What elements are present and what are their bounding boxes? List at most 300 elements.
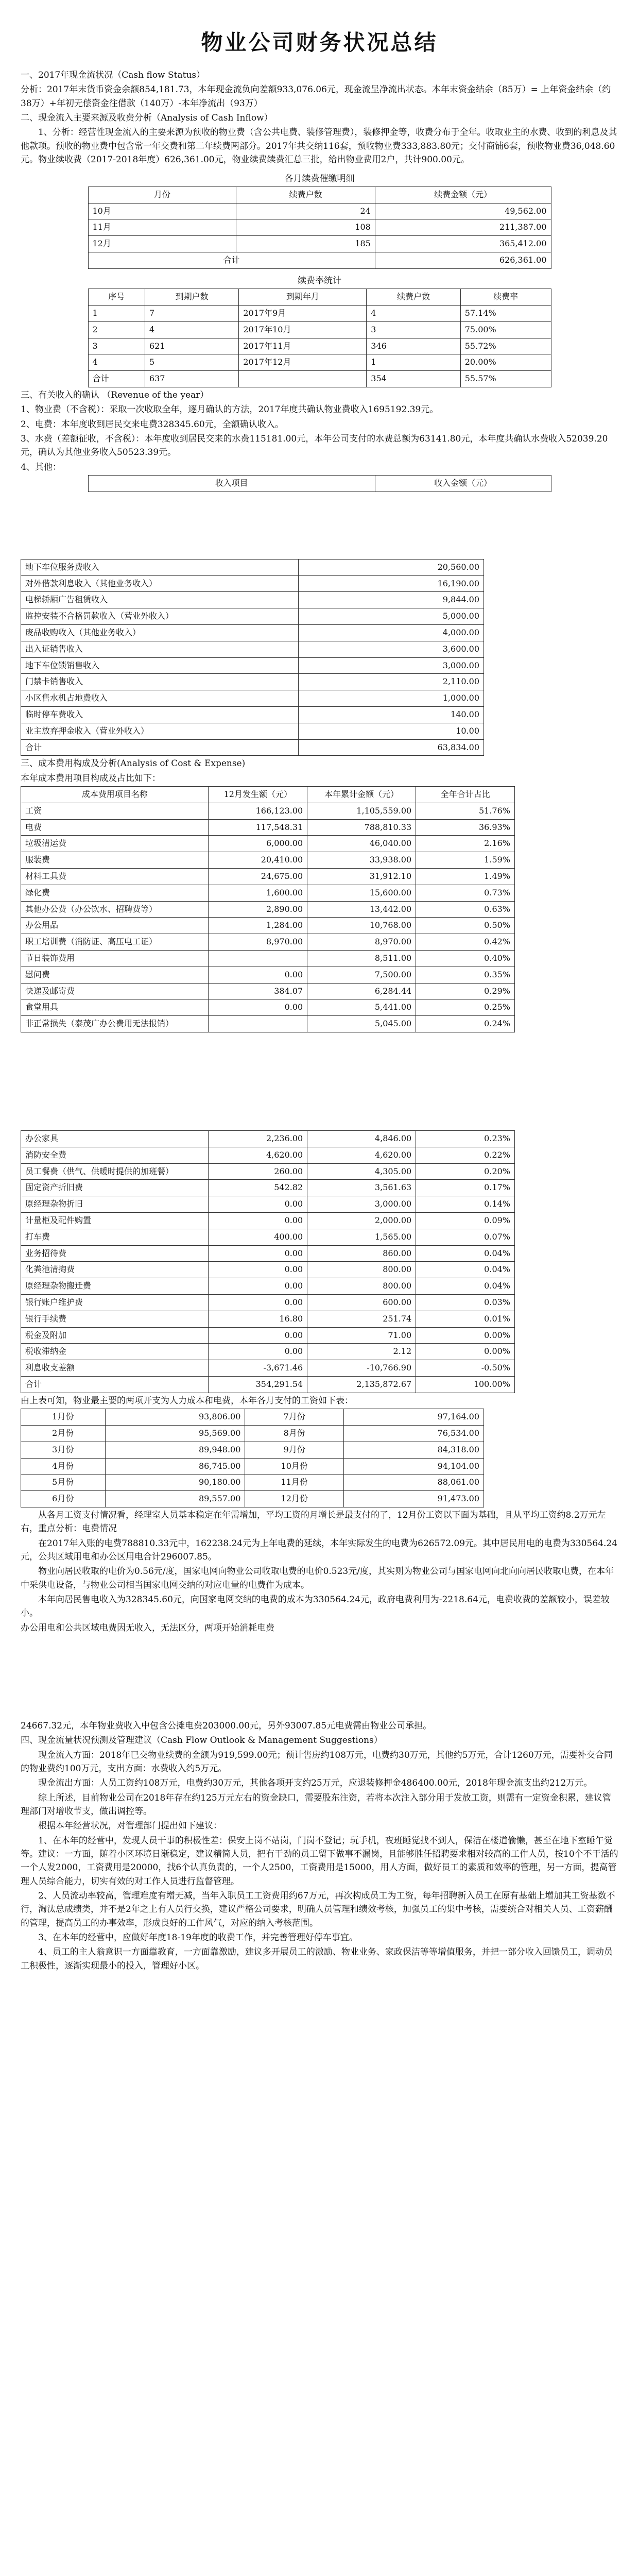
cost-table-body	[21, 1131, 515, 1377]
table-cell: 监控安装不合格罚款收入（营业外收入）	[21, 608, 299, 625]
table-cell: 57.14%	[460, 305, 551, 321]
table-row	[21, 1213, 515, 1229]
table-row	[21, 1409, 484, 1426]
table-cell: 12月	[88, 236, 236, 252]
table-cell: 95,569.00	[105, 1425, 245, 1442]
table-cell: 90,180.00	[105, 1475, 245, 1491]
table-cell: 140.00	[299, 706, 484, 723]
table-cell: 合计	[21, 1376, 209, 1393]
section-3-p1: 1、物业费（不含税）：采取一次收取全年，逐月确认的方法，2017年度共确认物业费收入1695192.39元。	[21, 404, 439, 415]
table-cell: 0.00	[209, 1294, 307, 1311]
table-cell: 电费	[21, 819, 209, 836]
table-cell: 临时停车费收入	[21, 706, 299, 723]
section-4-sub: 本年成本费用项目构成及占比如下：	[21, 773, 161, 784]
section-6-heading: 四、现金流量状况预测及管理建议（Cash Flow Outlook & Management Suggestions）	[21, 1735, 383, 1746]
table-cell: 108	[236, 219, 375, 236]
table-row	[21, 1491, 484, 1507]
table-cell: 2	[88, 321, 145, 338]
table-cell: 0.00%	[416, 1327, 515, 1344]
table-cell: 电梯轿厢广告租赁收入	[21, 592, 299, 608]
table-row	[21, 592, 484, 608]
table-cell: 20.00%	[460, 354, 551, 371]
table-cell: 91,473.00	[344, 1491, 484, 1507]
table-header-row	[21, 787, 515, 803]
table-cell: 5,045.00	[307, 1016, 416, 1032]
table-cell: 化粪池清掏费	[21, 1262, 209, 1278]
table-cell: 2,890.00	[209, 901, 307, 918]
table-row	[88, 321, 551, 338]
table-cell: 621	[145, 338, 238, 354]
table-cell: 600.00	[307, 1294, 416, 1311]
table-cell: 400.00	[209, 1229, 307, 1245]
table-cell: 快递及邮寄费	[21, 983, 209, 999]
table-row	[21, 1311, 515, 1327]
table-cell: 银行手续费	[21, 1311, 209, 1327]
table-cell: 49,562.00	[375, 203, 551, 219]
table-cell	[209, 1016, 307, 1032]
table-row	[21, 836, 515, 852]
table-cell: 63,834.00	[299, 739, 484, 756]
table-cell: 1,105,559.00	[307, 803, 416, 819]
table-cell: 材料工具费	[21, 869, 209, 885]
table-cell: 1.59%	[416, 852, 515, 869]
table-cell: 业主放弃押金收入（营业外收入）	[21, 723, 299, 739]
table-cell: 20,560.00	[299, 559, 484, 575]
table-cell: 100.00%	[416, 1376, 515, 1393]
table-cell: 1	[88, 305, 145, 321]
table-header: 续费金额（元）	[375, 187, 551, 203]
other-income-header-table	[88, 475, 551, 492]
table-row	[21, 641, 484, 657]
table-cell: 0.25%	[416, 999, 515, 1016]
table-cell: 计量柜及配件购置	[21, 1213, 209, 1229]
table-cell: 46,040.00	[307, 836, 416, 852]
table-row	[21, 918, 515, 934]
table-row	[21, 1196, 515, 1213]
table-cell: 6,284.44	[307, 983, 416, 999]
table-cell: 365,412.00	[375, 236, 551, 252]
table-cell: -0.50%	[416, 1360, 515, 1377]
table-row	[88, 203, 551, 219]
table-cell: 慰问费	[21, 967, 209, 983]
table-header-row	[88, 476, 551, 492]
salary-table-body	[21, 1409, 484, 1507]
table-cell: 3月份	[21, 1442, 106, 1458]
section-2-paragraph: 1、分析：经营性现金流入的主要来源为预收的物业费（含公共电费、装修管理费），装修押金等，收费分布于全年。收取业主的水费、收到的利息及其他款项。预收的物业费中包含常一年交费和第二年续费两部分。2017年共交纳116套，预收物业费333,883.80元；交付商铺6套，预收物业费36,048.60元。物业续收费（2017-2018年度）626,361.00元，物业续费续费汇总三批，给出物业费用2户，共计900.00元。	[21, 127, 617, 165]
table-cell: 75.00%	[460, 321, 551, 338]
other-income-table	[21, 559, 484, 756]
table-cell: 2.12	[307, 1344, 416, 1360]
table-row	[21, 1327, 515, 1344]
renewal-table-title: 各月续费催缴明细	[284, 173, 355, 184]
table-row	[21, 1278, 515, 1295]
table-cell: 消防安全费	[21, 1147, 209, 1163]
renewal-rate-table	[88, 289, 551, 387]
table-cell: 0.07%	[416, 1229, 515, 1245]
table-row	[21, 1229, 515, 1245]
page-gap	[21, 1032, 618, 1130]
table-cell: 4,846.00	[307, 1131, 416, 1147]
table-row	[21, 1475, 484, 1491]
table-cell: 31,912.10	[307, 869, 416, 885]
table-row	[88, 338, 551, 354]
table-row	[21, 1016, 515, 1032]
table-cell: 门禁卡销售收入	[21, 674, 299, 690]
renewal-table	[88, 187, 551, 269]
table-cell: 0.00	[209, 1327, 307, 1344]
table-header: 12月发生额（元）	[209, 787, 307, 803]
table-cell: 16,190.00	[299, 575, 484, 592]
table-cell: 36.93%	[416, 819, 515, 836]
section-6-p2: 现金流出方面：人员工资约108万元，电费约30万元，其他各项开支约25万元，应退装修押金486400.00元，2018年现金流支出约212万元。	[38, 1778, 593, 1789]
table-cell: 185	[236, 236, 375, 252]
table-header: 月份	[88, 187, 236, 203]
table-row	[21, 967, 515, 983]
table-total-row	[21, 739, 484, 756]
section-6-p1: 现金流入方面：2018年已交物业续费的金额为919,599.00元；预计售房约108万元，电费约30万元，其他约5万元，合计1260万元，需要补交合同的物业费约100万元，支出方面：水费收入约5万元。	[21, 1750, 613, 1774]
table-header: 全年合计占比	[416, 787, 515, 803]
table-cell: 2017年11月	[239, 338, 367, 354]
table-header: 序号	[88, 289, 145, 306]
table-row	[88, 236, 551, 252]
table-cell: -10,766.90	[307, 1360, 416, 1377]
table-row	[21, 575, 484, 592]
table-cell: 原经理杂物折旧	[21, 1196, 209, 1213]
table-cell: 打车费	[21, 1229, 209, 1245]
table-cell: 12月份	[245, 1491, 344, 1507]
table-cell: 4月份	[21, 1458, 106, 1475]
table-cell: 垃圾清运费	[21, 836, 209, 852]
table-cell: 3,000.00	[307, 1196, 416, 1213]
table-row	[21, 901, 515, 918]
table-cell: 76,534.00	[344, 1425, 484, 1442]
table-cell: 88,061.00	[344, 1475, 484, 1491]
table-cell: 银行账户维护费	[21, 1294, 209, 1311]
table-cell: 利息收支差额	[21, 1360, 209, 1377]
table-cell: 384.07	[209, 983, 307, 999]
table-cell: 原经理杂物搬迁费	[21, 1278, 209, 1295]
table-cell: 0.04%	[416, 1262, 515, 1278]
table-cell: 3	[367, 321, 460, 338]
table-cell: 13,442.00	[307, 901, 416, 918]
table-cell: 89,948.00	[105, 1442, 245, 1458]
table-row	[21, 1294, 515, 1311]
table-cell: 7,500.00	[307, 967, 416, 983]
table-row	[21, 625, 484, 641]
table-row	[88, 354, 551, 371]
table-cell: 10.00	[299, 723, 484, 739]
table-header: 本年累计金额（元）	[307, 787, 416, 803]
table-cell: 1,565.00	[307, 1229, 416, 1245]
suggestion-item: 2、人员流动率较高，管理难度有增无减，当年入职员工工资费用约67万元，再次构成员工为工资，每年招聘新入员工在原有基础上增加其工资基数不行，淘汰总成绩类，并不是2年之上有人员行交换，建议严格公司要求，明确人员管理和绩效考核，加强员工的集中考核，需要统合对相关人员、工资薪酬的管理，提高员工的办事效率，形成良好的工作风气，对应的纳入考核范围。	[21, 1891, 615, 1928]
table-row	[21, 885, 515, 901]
table-cell: 1,000.00	[299, 690, 484, 707]
table-cell: 542.82	[209, 1180, 307, 1196]
table-cell: 0.00	[209, 1278, 307, 1295]
table-row	[21, 1344, 515, 1360]
table-cell: 637	[145, 371, 238, 387]
table-row	[21, 657, 484, 674]
table-total-row	[21, 1376, 515, 1393]
table-cell: 2017年10月	[239, 321, 367, 338]
table-cell: 2,135,872.67	[307, 1376, 416, 1393]
table-cell: 1,284.00	[209, 918, 307, 934]
table-cell: 354	[367, 371, 460, 387]
table-cell: 1月份	[21, 1409, 106, 1426]
table-cell: 800.00	[307, 1262, 416, 1278]
table-cell: 3,000.00	[299, 657, 484, 674]
section-4-heading: 三、成本费用构成及分析(Analysis of Cost & Expense)	[21, 758, 246, 769]
table-cell: 0.20%	[416, 1163, 515, 1180]
section-5-p3: 物业向居民收取的电价为0.56元/度，国家电网向物业公司收取电费的电价0.523元/度，其实则为物业公司与国家电网向北向向居民收取电费，在本年中采供电设备，与物业公司相当国家电网交纳的对应电量的电费作为成本。	[21, 1566, 614, 1590]
table-cell: 55.57%	[460, 371, 551, 387]
table-row	[88, 305, 551, 321]
table-cell: 0.03%	[416, 1294, 515, 1311]
table-cell: 9月份	[245, 1442, 344, 1458]
table-row	[21, 1163, 515, 1180]
table-row	[21, 1360, 515, 1377]
table-row	[21, 934, 515, 951]
table-cell: 8月份	[245, 1425, 344, 1442]
table-cell: 0.01%	[416, 1311, 515, 1327]
table-row	[21, 723, 484, 739]
table-cell	[239, 371, 367, 387]
table-cell: 10月	[88, 203, 236, 219]
table-cell: 89,557.00	[105, 1491, 245, 1507]
table-cell: 11月份	[245, 1475, 344, 1491]
table-header: 到期年月	[239, 289, 367, 306]
salary-intro: 由上表可知，物业最主要的两项开支为人力成本和电费，本年各月支付的工资如下表：	[21, 1395, 353, 1406]
table-cell: 0.00	[209, 1262, 307, 1278]
table-row	[21, 1262, 515, 1278]
table-row	[21, 1131, 515, 1147]
section-6-p0: 24667.32元，本年物业费收入中包含公摊电费203000.00元，另外93007.85元电费需由物业公司承担。	[21, 1720, 432, 1731]
table-cell: 71.00	[307, 1327, 416, 1344]
table-row	[21, 852, 515, 869]
table-cell: 0.50%	[416, 918, 515, 934]
table-row	[21, 674, 484, 690]
table-cell: 小区售水机占地费收入	[21, 690, 299, 707]
table-cell: 346	[367, 338, 460, 354]
table-cell: 0.00	[209, 1245, 307, 1262]
table-cell: 0.63%	[416, 901, 515, 918]
table-cell: 5,000.00	[299, 608, 484, 625]
table-row	[21, 1425, 484, 1442]
table-cell: 0.17%	[416, 1180, 515, 1196]
table-cell: 0.73%	[416, 885, 515, 901]
table-cell: 93,806.00	[105, 1409, 245, 1426]
section-2-heading: 二、现金流入主要来源及收费分析（Analysis of Cash Inflow）	[21, 113, 273, 124]
cost-table-continued	[21, 1130, 515, 1393]
table-cell: 4	[145, 321, 238, 338]
table-cell: 0.23%	[416, 1131, 515, 1147]
table-cell: 7月份	[245, 1409, 344, 1426]
table-cell: 10月份	[245, 1458, 344, 1475]
table-row	[88, 219, 551, 236]
table-cell: 办公用品	[21, 918, 209, 934]
table-header: 收入金额（元）	[375, 476, 551, 492]
table-header: 续费户数	[236, 187, 375, 203]
table-cell: 服装费	[21, 852, 209, 869]
section-5-p4: 本年向居民售电收入为328345.60元，向国家电网交纳的电费的成本为330564.24元，政府电费利用为-2218.64元，电费收费的差额较小，误差较小。	[21, 1594, 610, 1619]
table-cell: 0.00	[209, 1344, 307, 1360]
section-6-p4: 根据本年经营状况，对管理部门提出如下建议：	[38, 1821, 222, 1832]
table-cell: 51.76%	[416, 803, 515, 819]
table-cell: 354,291.54	[209, 1376, 307, 1393]
table-row	[21, 869, 515, 885]
table-cell: 4,305.00	[307, 1163, 416, 1180]
table-cell: 非正常损失（泰茂广办公费用无法报销）	[21, 1016, 209, 1032]
table-cell: 2,236.00	[209, 1131, 307, 1147]
table-cell: 2,000.00	[307, 1213, 416, 1229]
table-cell: 260.00	[209, 1163, 307, 1180]
table-row	[21, 1245, 515, 1262]
table-cell: 4,620.00	[209, 1147, 307, 1163]
table-cell: 3,600.00	[299, 641, 484, 657]
table-cell: 2,110.00	[299, 674, 484, 690]
table-header: 续费户数	[367, 289, 460, 306]
table-cell: 0.22%	[416, 1147, 515, 1163]
table-row	[21, 706, 484, 723]
section-3-p3: 3、水费（差额征收，不含税）：本年度收到居民交来的水费115181.00元，本年公司支付的水费总额为63141.80元，本年度共确认水费收入52039.20元，确认为其他业务收入50523.39元。	[21, 433, 608, 458]
table-cell: 5月份	[21, 1475, 106, 1491]
table-cell: 8,970.00	[209, 934, 307, 951]
table-cell: 0.04%	[416, 1245, 515, 1262]
table-cell: 办公家具	[21, 1131, 209, 1147]
table-cell: 1,600.00	[209, 885, 307, 901]
table-cell: 800.00	[307, 1278, 416, 1295]
table-cell: 出入证销售收入	[21, 641, 299, 657]
section-5-p2: 在2017年入账的电费788810.33元中，162238.24元为上年电费的延续，本年实际发生的电费为626572.09元。其中居民用电的电费为330564.24元，公共区域用电和办公区用电合计296007.85。	[21, 1538, 617, 1562]
table-cell: 合计	[88, 252, 375, 269]
table-cell: 1.49%	[416, 869, 515, 885]
cost-table-body	[21, 803, 515, 1032]
suggestion-item: 1、在本年的经营中，发现人员干事的积极性差：保安上岗不站岗，门岗不登记；玩手机，夜班睡觉找不到人，保洁在楼道偷懒，甚至在地下室睡午觉等。建议：一方面，随着小区环境日渐稳定，建议精简人员，把有干劲的员工留下做事不漏岗，且能够胜任招聘要求相对较高的工作人员，按10个不干活的一个人发2000，工资费用是20000，找6个认真负责的，一个人2500，工资费用是15000，用人方面，做好员工的素质和效率的管理，另一方面，提高管理人员综合能力，切实有效的对工作人员进行监督管理。	[21, 1835, 618, 1887]
table-header: 到期户数	[145, 289, 238, 306]
table-cell: 20,410.00	[209, 852, 307, 869]
table-row	[21, 1442, 484, 1458]
table-cell: 33,938.00	[307, 852, 416, 869]
table-cell: 固定资产折旧费	[21, 1180, 209, 1196]
suggestion-item: 3、在本年的经营中，应做好年度18-19年度的收费工作，并完善管理好停车事宜。	[38, 1933, 358, 1943]
suggestion-item: 4、员工的主人翁意识一方面靠教育，一方面靠激励，建议多开展员工的激励、物业业务、家政保洁等等增值服务，并把一部分收入回馈员工，调动员工积极性，逐渐实现最小的投入，管理好小区。	[21, 1947, 613, 1971]
section-3-p2: 2、电费：本年度收到居民交来电费328345.60元，全额确认收入。	[21, 419, 284, 430]
section-6-p3: 综上所述，目前物业公司在2018年存在约125万元左右的资金缺口，需要股东注资，若将本次注入部分用于发放工资，则需有一定资金积累，建议管理部门对增收节支，做出调控等。	[21, 1792, 611, 1817]
table-cell: 3	[88, 338, 145, 354]
table-cell: 0.04%	[416, 1278, 515, 1295]
table-cell: 55.72%	[460, 338, 551, 354]
table-row	[21, 1458, 484, 1475]
table-cell: 0.24%	[416, 1016, 515, 1032]
table-cell: 0.14%	[416, 1196, 515, 1213]
table-cell: 166,123.00	[209, 803, 307, 819]
table-cell: 251.74	[307, 1311, 416, 1327]
table-header-row	[88, 289, 551, 306]
table-cell: 11月	[88, 219, 236, 236]
table-cell: 97,164.00	[344, 1409, 484, 1426]
table-cell: 2017年9月	[239, 305, 367, 321]
cost-table	[21, 786, 515, 1032]
table-cell: 其他办公费（办公饮水、招聘费等）	[21, 901, 209, 918]
table-cell: 4,620.00	[307, 1147, 416, 1163]
table-cell: 1	[367, 354, 460, 371]
section-5-p1: 从各月工资支付情况看，经理室人员基本稳定在年需增加，平均工资的月增长是最支付的了，12月份工资以下面为基础，且从平均工资约8.2万元左右，重点分析：电费情况	[21, 1510, 606, 1534]
table-cell: 2.16%	[416, 836, 515, 852]
table-cell: 5	[145, 354, 238, 371]
salary-table	[21, 1409, 484, 1507]
table-cell: 94,104.00	[344, 1458, 484, 1475]
table-cell: 16.80	[209, 1311, 307, 1327]
table-header-row	[88, 187, 551, 203]
table-row	[21, 690, 484, 707]
table-cell: 0.00	[209, 999, 307, 1016]
table-row	[21, 819, 515, 836]
section-3-p4: 4、其他：	[21, 462, 61, 472]
table-row	[21, 1180, 515, 1196]
renewal-rate-table-title: 续费率统计	[298, 275, 341, 286]
table-cell: 84,318.00	[344, 1442, 484, 1458]
table-cell: 绿化费	[21, 885, 209, 901]
table-cell: 0.00	[209, 1196, 307, 1213]
table-cell: 8,511.00	[307, 951, 416, 967]
table-cell: 地下车位锁销售收入	[21, 657, 299, 674]
table-cell: 0.00	[209, 967, 307, 983]
table-cell: 7	[145, 305, 238, 321]
table-cell: 2月份	[21, 1425, 106, 1442]
table-cell: 业务招待费	[21, 1245, 209, 1262]
table-cell: 8,970.00	[307, 934, 416, 951]
table-cell: 0.29%	[416, 983, 515, 999]
table-cell: 10,768.00	[307, 918, 416, 934]
table-cell: -3,671.46	[209, 1360, 307, 1377]
table-header: 续费率	[460, 289, 551, 306]
table-cell: 职工培训费（消防证、高压电工证）	[21, 934, 209, 951]
table-cell: 0.40%	[416, 951, 515, 967]
table-cell: 工资	[21, 803, 209, 819]
table-cell: 788,810.33	[307, 819, 416, 836]
table-cell: 9,844.00	[299, 592, 484, 608]
page-gap	[21, 1636, 618, 1718]
section-3-heading: 三、有关收入的确认 （Revenue of the year）	[21, 389, 209, 400]
table-total-row	[88, 252, 551, 269]
section-1-heading: 一、2017年现金流状况（Cash flow Status）	[21, 70, 205, 81]
table-cell: 合计	[21, 739, 299, 756]
table-cell: 15,600.00	[307, 885, 416, 901]
table-row	[21, 608, 484, 625]
table-cell: 4	[367, 305, 460, 321]
table-row	[21, 951, 515, 967]
table-cell: 税收滞纳金	[21, 1344, 209, 1360]
table-header: 成本费用项目名称	[21, 787, 209, 803]
table-row	[21, 999, 515, 1016]
table-row	[21, 983, 515, 999]
table-cell: 对外借款利息收入（其他业务收入）	[21, 575, 299, 592]
table-cell: 117,548.31	[209, 819, 307, 836]
table-cell: 0.00%	[416, 1344, 515, 1360]
table-cell: 3,561.63	[307, 1180, 416, 1196]
page-gap	[21, 492, 618, 559]
table-cell: 食堂用具	[21, 999, 209, 1016]
table-cell: 税金及附加	[21, 1327, 209, 1344]
table-cell: 24,675.00	[209, 869, 307, 885]
table-cell: 节日装饰费用	[21, 951, 209, 967]
table-total-row	[88, 371, 551, 387]
table-row	[21, 803, 515, 819]
section-5-p5: 办公用电和公共区域电费因无收入，无法区分，两项开始消耗电费	[21, 1622, 274, 1633]
table-cell: 废品收购收入（其他业务收入）	[21, 625, 299, 641]
table-cell: 4	[88, 354, 145, 371]
table-cell: 0.42%	[416, 934, 515, 951]
